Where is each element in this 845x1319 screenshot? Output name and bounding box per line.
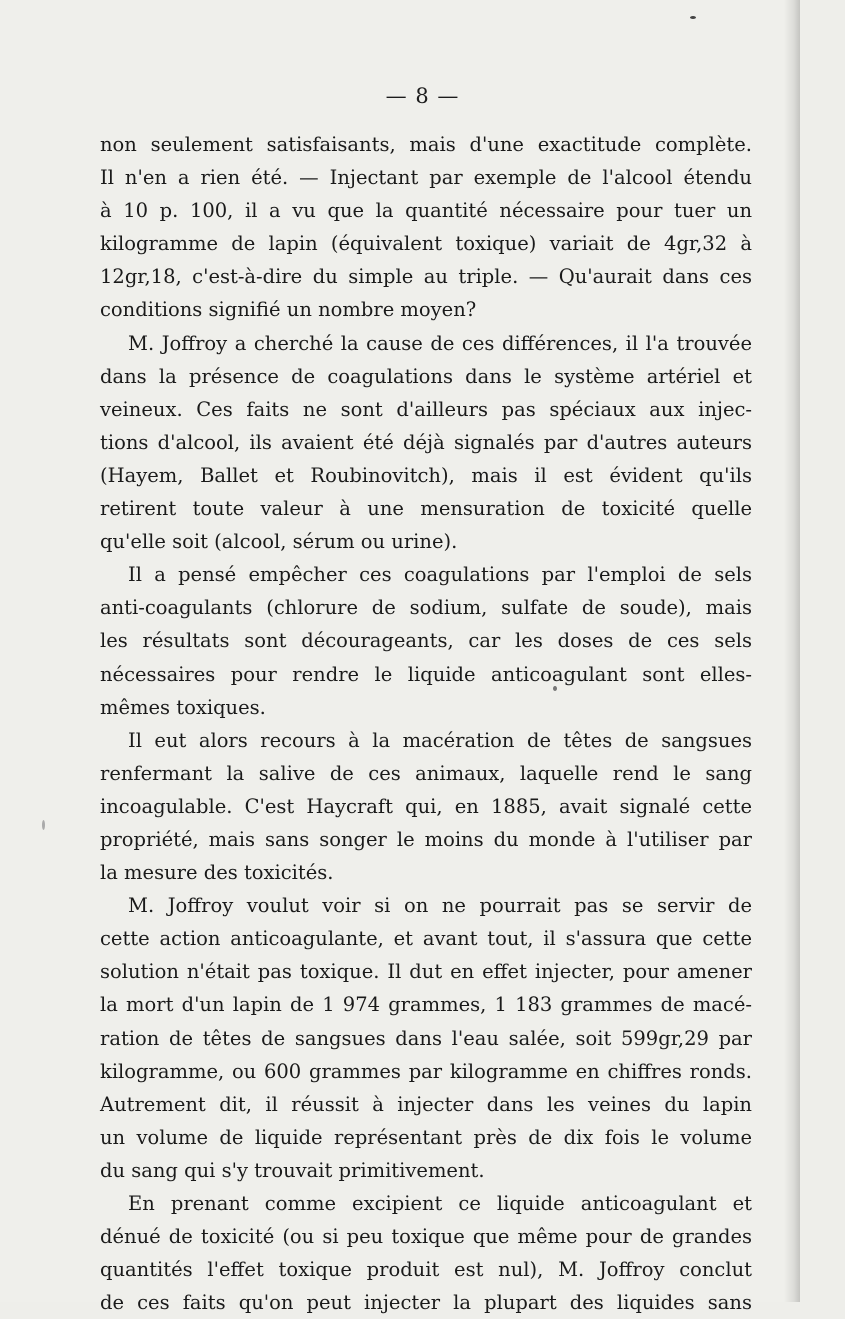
text-line: ration de têtes de sangsues dans l'eau salée, soit 599gr,29 par	[100, 1026, 752, 1050]
text-line: incoagulable. C'est Haycraft qui, en 1885, avait signalé cette	[100, 794, 752, 818]
body-text	[100, 128, 752, 1319]
text-line: M. Joffroy voulut voir si on ne pourrait pas se servir de	[128, 894, 752, 918]
text-line: du sang qui s'y trouvait primitivement.	[100, 1158, 485, 1182]
text-line: Autrement dit, il réussit à injecter dans les veines du lapin	[100, 1092, 752, 1116]
text-line: (Hayem, Ballet et Roubinovitch), mais il est évident qu'ils	[100, 463, 752, 487]
text-line: un volume de liquide représentant près de dix fois le volume	[100, 1125, 752, 1149]
text-line: Il n'en a rien été. — Injectant par exemple de l'alcool étendu	[100, 166, 752, 190]
text-line: les résultats sont décourageants, car les doses de ces sels	[100, 629, 752, 653]
text-line: veineux. Ces faits ne sont d'ailleurs pas spéciaux aux injec-	[100, 397, 752, 421]
text-line: tions d'alcool, ils avaient été déjà signalés par d'autres auteurs	[100, 430, 752, 454]
text-line: Il eut alors recours à la macération de têtes de sangsues	[128, 728, 752, 752]
text-line: cette action anticoagulante, et avant tout, il s'assura que cette	[100, 927, 752, 951]
text-line: 12gr,18, c'est-à-dire du simple au triple. — Qu'aurait dans ces	[100, 265, 752, 289]
text-line: dénué de toxicité (ou si peu toxique que même pour de grandes	[100, 1225, 752, 1249]
text-line: la mort d'un lapin de 1 974 grammes, 1 183 grammes de macé-	[100, 993, 752, 1017]
text-line: conditions signifié un nombre moyen?	[100, 298, 477, 322]
text-line: mêmes toxiques.	[100, 695, 266, 719]
page-speck	[42, 820, 45, 830]
text-line: renfermant la salive de ces animaux, laquelle rend le sang	[100, 761, 752, 785]
text-line: M. Joffroy a cherché la cause de ces différences, il l'a trouvée	[128, 331, 752, 355]
text-line: nécessaires pour rendre le liquide anticoagulant sont elles-	[100, 662, 752, 686]
text-line: la mesure des toxicités.	[100, 861, 334, 885]
text-line: retirent toute valeur à une mensuration de toxicité quelle	[100, 497, 752, 521]
text-line: kilogramme, ou 600 grammes par kilogramme en chiffres ronds.	[100, 1059, 752, 1083]
text-line: à 10 p. 100, il a vu que la quantité nécessaire pour tuer un	[100, 199, 752, 223]
text-line: propriété, mais sans songer le moins du monde à l'utiliser par	[100, 827, 752, 851]
text-line: kilogramme de lapin (équivalent toxique) variait de 4gr,32 à	[100, 232, 752, 256]
page-speck	[690, 16, 696, 19]
text-line: dans la présence de coagulations dans le système artériel et	[100, 364, 752, 388]
text-line: En prenant comme excipient ce liquide anticoagulant et	[128, 1192, 752, 1215]
text-line: Il a pensé empêcher ces coagulations par l'emploi de sels	[128, 563, 752, 587]
page-number: — 8 —	[385, 84, 460, 108]
page-spine-shadow	[784, 0, 800, 1302]
text-line: anti-coagulants (chlorure de sodium, sulfate de soude), mais	[100, 596, 752, 620]
text-line: quantités l'effet toxique produit est nul), M. Joffroy conclut	[100, 1258, 752, 1282]
text-line: de ces faits qu'on peut injecter la plupart des liquides sans	[100, 1291, 752, 1315]
text-line: qu'elle soit (alcool, sérum ou urine).	[100, 530, 458, 554]
text-line: solution n'était pas toxique. Il dut en effet injecter, pour amener	[100, 960, 752, 984]
text-line: non seulement satisfaisants, mais d'une exactitude complète.	[100, 133, 752, 156]
